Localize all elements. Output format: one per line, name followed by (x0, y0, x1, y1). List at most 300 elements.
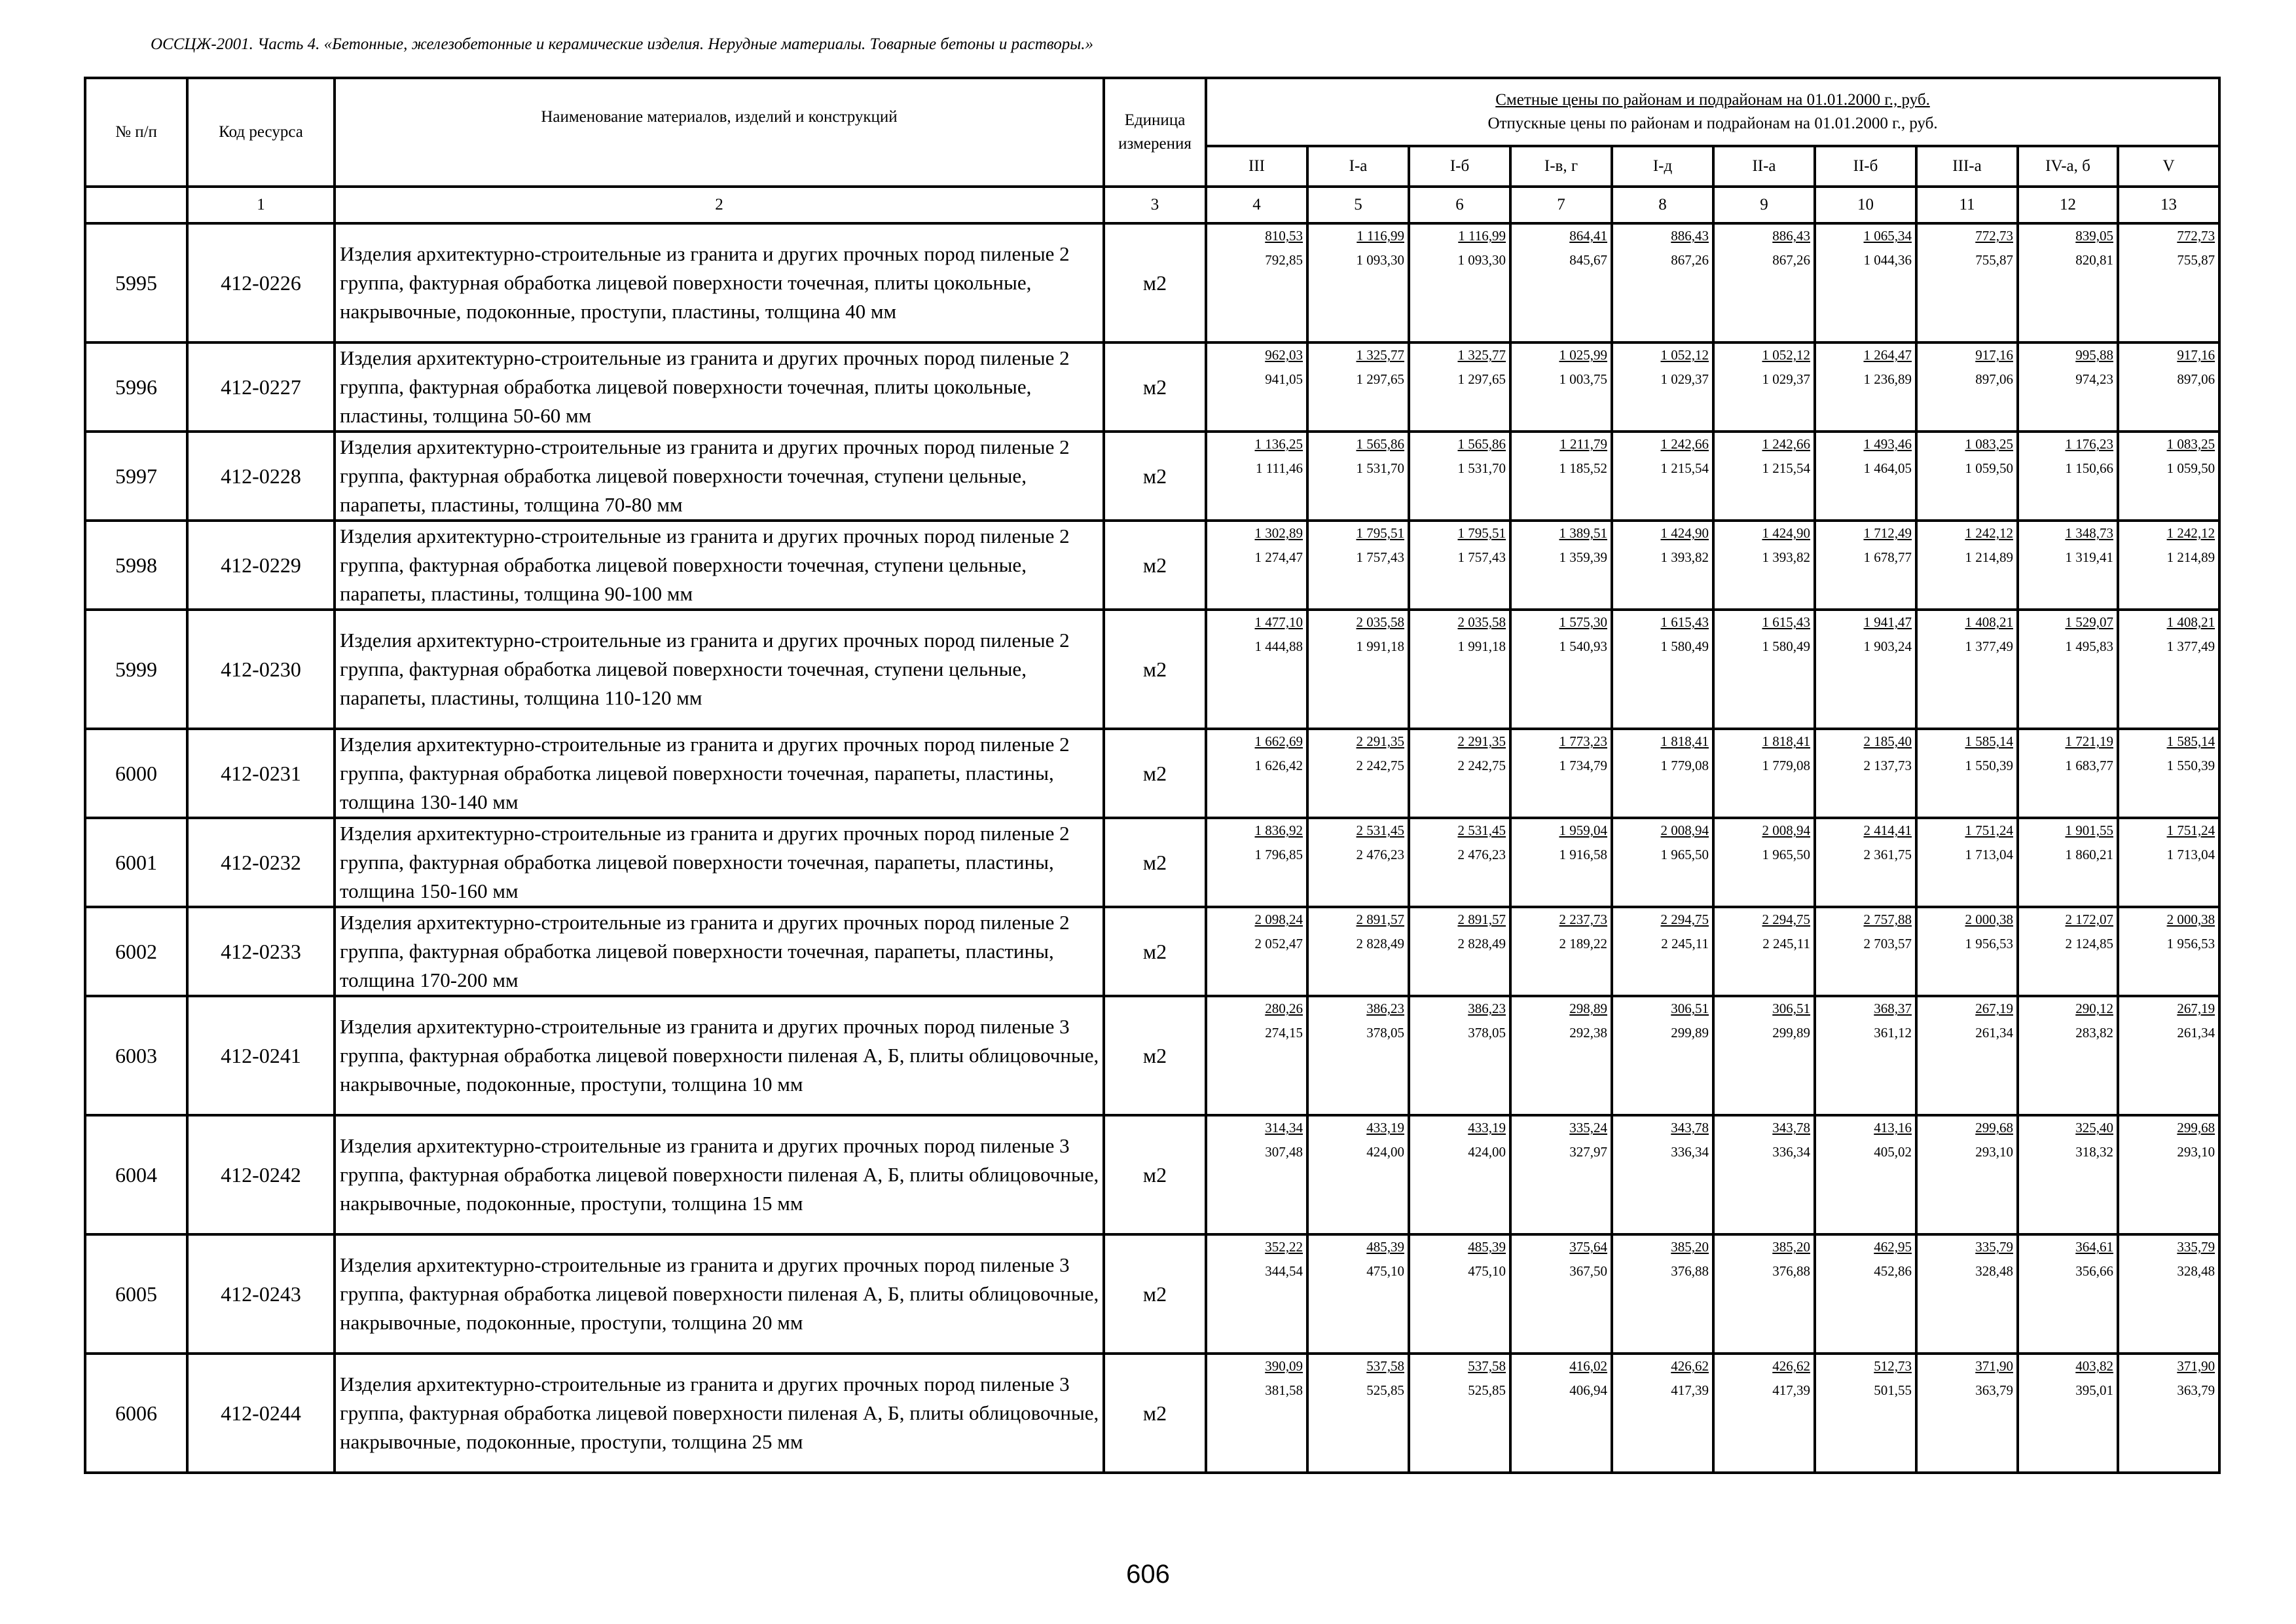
release-price: 1 377,49 (1965, 638, 2013, 654)
material-name: Изделия архитектурно-строительные из гранита и других прочных пород пиленые 3 группа, фактурная обработка лицевой поверхности пиленая А, Б, плиты облицовочные, накрывочные, подоконные, проступи, толщина 15 мм (335, 1115, 1104, 1234)
price-cell (1510, 1115, 1612, 1234)
price-cell (1307, 342, 1409, 432)
estimate-price: 886,43 (1772, 228, 1810, 244)
resource-code: 412-0228 (187, 432, 335, 521)
column-number: 13 (2118, 187, 2219, 223)
estimate-price: 1 408,21 (2166, 614, 2215, 630)
unit-of-measure: м2 (1104, 223, 1206, 342)
price-cell (1409, 1354, 1510, 1473)
estimate-price: 1 901,55 (2065, 822, 2113, 838)
header-region: I-б (1409, 146, 1510, 187)
price-cell (1510, 223, 1612, 342)
release-price: 1 214,89 (2166, 549, 2215, 565)
release-price: 755,87 (1975, 252, 2013, 268)
price-cell (1815, 1354, 1916, 1473)
release-price: 1 779,08 (1762, 758, 1810, 773)
price-cell (2118, 1115, 2219, 1234)
row-number: 5996 (85, 342, 187, 432)
release-price: 1 540,93 (1559, 638, 1607, 654)
price-cell (1409, 432, 1510, 521)
release-price: 897,06 (2177, 371, 2215, 387)
release-price: 1 531,70 (1356, 460, 1404, 476)
release-price: 344,54 (1265, 1263, 1303, 1279)
release-price: 1 185,52 (1559, 460, 1607, 476)
price-cell (1916, 818, 2018, 907)
price-cell (1510, 729, 1612, 818)
row-number: 5997 (85, 432, 187, 521)
price-cell (1713, 342, 1815, 432)
estimate-price: 267,19 (2177, 1001, 2215, 1016)
material-name: Изделия архитектурно-строительные из гранита и других прочных пород пиленые 2 группа, фактурная обработка лицевой поверхности точечная, парапеты, пластины, толщина 130-140 мм (335, 729, 1104, 818)
price-cell (1612, 996, 1713, 1115)
column-number: 6 (1409, 187, 1510, 223)
release-price: 356,66 (2075, 1263, 2113, 1279)
estimate-price: 1 176,23 (2065, 436, 2113, 452)
release-price: 525,85 (1468, 1382, 1506, 1398)
release-price: 1 297,65 (1356, 371, 1404, 387)
price-cell (1206, 1115, 1307, 1234)
release-price: 1 003,75 (1559, 371, 1607, 387)
row-number: 6005 (85, 1234, 187, 1354)
estimate-price: 1 751,24 (2166, 822, 2215, 838)
release-price: 2 361,75 (1863, 847, 1912, 862)
row-number: 6001 (85, 818, 187, 907)
header-name: Наименование материалов, изделий и конструкций (335, 78, 1104, 187)
release-price: 1 215,54 (1762, 460, 1810, 476)
price-cell (1612, 610, 1713, 729)
table-row (85, 610, 2219, 729)
release-price: 2 245,11 (1762, 936, 1810, 951)
price-cell (1713, 1234, 1815, 1354)
column-number: 7 (1510, 187, 1612, 223)
price-cell (1510, 1354, 1612, 1473)
price-cell (1206, 610, 1307, 729)
estimate-price: 772,73 (2177, 228, 2215, 244)
header-region: IV-а, б (2018, 146, 2118, 187)
release-price: 1 683,77 (2065, 758, 2113, 773)
price-cell (1815, 432, 1916, 521)
price-cell (1713, 432, 1815, 521)
release-price: 2 476,23 (1356, 847, 1404, 862)
release-price: 376,88 (1772, 1263, 1810, 1279)
release-price: 1 626,42 (1254, 758, 1303, 773)
price-cell (1510, 907, 1612, 996)
price-cell (1409, 907, 1510, 996)
estimate-price: 1 751,24 (1965, 822, 2013, 838)
row-number: 6002 (85, 907, 187, 996)
estimate-price: 886,43 (1671, 228, 1709, 244)
row-number: 5999 (85, 610, 187, 729)
estimate-price: 512,73 (1874, 1358, 1912, 1374)
estimate-price: 343,78 (1671, 1120, 1709, 1135)
header-region: I-д (1612, 146, 1713, 187)
estimate-price: 1 116,99 (1458, 228, 1506, 244)
price-cell (1612, 907, 1713, 996)
unit-of-measure: м2 (1104, 432, 1206, 521)
estimate-price: 2 035,58 (1356, 614, 1404, 630)
price-cell (2018, 610, 2118, 729)
row-number: 5998 (85, 521, 187, 610)
column-number: 5 (1307, 187, 1409, 223)
table-row (85, 1354, 2219, 1473)
release-price: 328,48 (2177, 1263, 2215, 1279)
price-cell (1409, 610, 1510, 729)
estimate-price: 1 773,23 (1559, 733, 1607, 749)
estimate-price: 1 585,14 (1965, 733, 2013, 749)
price-cell (1409, 223, 1510, 342)
estimate-price: 864,41 (1569, 228, 1607, 244)
estimate-price: 290,12 (2075, 1001, 2113, 1016)
price-cell (2118, 1234, 2219, 1354)
estimate-price: 1 065,34 (1863, 228, 1912, 244)
resource-code: 412-0226 (187, 223, 335, 342)
estimate-price: 917,16 (1975, 347, 2013, 363)
estimate-price: 1 615,43 (1762, 614, 1810, 630)
unit-of-measure: м2 (1104, 610, 1206, 729)
release-price: 363,79 (1975, 1382, 2013, 1398)
row-number: 6003 (85, 996, 187, 1115)
estimate-price: 1 662,69 (1254, 733, 1303, 749)
price-cell (1307, 223, 1409, 342)
release-price: 1 044,36 (1863, 252, 1912, 268)
resource-code: 412-0243 (187, 1234, 335, 1354)
price-cell (1409, 521, 1510, 610)
estimate-price: 1 959,04 (1559, 822, 1607, 838)
release-price: 1 464,05 (1863, 460, 1912, 476)
estimate-price: 2 008,94 (1762, 822, 1810, 838)
release-price: 1 236,89 (1863, 371, 1912, 387)
column-number: 4 (1206, 187, 1307, 223)
release-price: 1 093,30 (1457, 252, 1506, 268)
estimate-price: 1 721,19 (2065, 733, 2113, 749)
price-cell (1206, 521, 1307, 610)
estimate-price: 335,79 (1975, 1239, 2013, 1255)
price-cell (1815, 521, 1916, 610)
price-cell (1612, 1234, 1713, 1354)
estimate-price: 810,53 (1265, 228, 1303, 244)
release-price: 755,87 (2177, 252, 2215, 268)
release-price: 1 965,50 (1762, 847, 1810, 862)
price-cell (1815, 342, 1916, 432)
release-price: 406,94 (1569, 1382, 1607, 1398)
unit-of-measure: м2 (1104, 996, 1206, 1115)
estimate-price: 299,68 (1975, 1120, 2013, 1135)
release-price: 292,38 (1569, 1025, 1607, 1041)
price-cell (1409, 729, 1510, 818)
estimate-price: 1 052,12 (1762, 347, 1810, 363)
price-cell (1510, 1234, 1612, 1354)
release-price: 417,39 (1772, 1382, 1810, 1398)
estimate-price: 1 795,51 (1356, 525, 1404, 541)
price-cell (1916, 432, 2018, 521)
estimate-price: 426,62 (1671, 1358, 1709, 1374)
price-cell (2118, 610, 2219, 729)
price-cell (1307, 610, 1409, 729)
header-region: II-а (1713, 146, 1815, 187)
header-region: V (2118, 146, 2219, 187)
column-number: 11 (1916, 187, 2018, 223)
estimate-price: 433,19 (1468, 1120, 1506, 1135)
estimate-price: 2 035,58 (1457, 614, 1506, 630)
release-price: 1 550,39 (2166, 758, 2215, 773)
release-price: 1 916,58 (1559, 847, 1607, 862)
estimate-price: 1 242,66 (1660, 436, 1709, 452)
estimate-price: 1 389,51 (1559, 525, 1607, 541)
price-cell (2118, 996, 2219, 1115)
estimate-price: 1 585,14 (2166, 733, 2215, 749)
release-price: 2 052,47 (1254, 936, 1303, 951)
release-price: 274,15 (1265, 1025, 1303, 1041)
header-unit: Единица измерения (1104, 78, 1206, 187)
estimate-price: 1 565,86 (1356, 436, 1404, 452)
estimate-price: 426,62 (1772, 1358, 1810, 1374)
estimate-price: 1 083,25 (2166, 436, 2215, 452)
price-cell (1307, 996, 1409, 1115)
price-cell (1815, 907, 1916, 996)
price-cell (1713, 907, 1815, 996)
release-price: 424,00 (1468, 1144, 1506, 1160)
estimate-price: 2 414,41 (1863, 822, 1912, 838)
estimate-price: 1 325,77 (1457, 347, 1506, 363)
estimate-price: 1 242,12 (2166, 525, 2215, 541)
release-price: 2 124,85 (2065, 936, 2113, 951)
price-cell (1206, 1354, 1307, 1473)
release-price: 1 377,49 (2166, 638, 2215, 654)
estimate-price: 2 531,45 (1356, 822, 1404, 838)
release-price: 336,34 (1671, 1144, 1709, 1160)
estimate-price: 1 116,99 (1357, 228, 1404, 244)
estimate-price: 2 185,40 (1863, 733, 1912, 749)
price-cell (1916, 610, 2018, 729)
release-price: 378,05 (1468, 1025, 1506, 1041)
estimate-price: 1 424,90 (1660, 525, 1709, 541)
release-price: 845,67 (1569, 252, 1607, 268)
release-price: 1 059,50 (2166, 460, 2215, 476)
header-code: Код ресурса (187, 78, 335, 187)
resource-code: 412-0244 (187, 1354, 335, 1473)
price-cell (2118, 1354, 2219, 1473)
price-cell (1815, 818, 1916, 907)
release-price: 974,23 (2075, 371, 2113, 387)
price-cell (1206, 818, 1307, 907)
estimate-price: 385,20 (1671, 1239, 1709, 1255)
table-row (85, 907, 2219, 996)
price-cell (1307, 907, 1409, 996)
price-cell (1206, 432, 1307, 521)
column-number: 2 (335, 187, 1104, 223)
estimate-price: 2 008,94 (1660, 822, 1709, 838)
price-cell (1612, 223, 1713, 342)
estimate-price: 325,40 (2075, 1120, 2113, 1135)
release-price: 1 550,39 (1965, 758, 2013, 773)
header-prices (1206, 78, 2219, 146)
release-price: 299,89 (1671, 1025, 1709, 1041)
estimate-price: 416,02 (1569, 1358, 1607, 1374)
price-cell (1815, 729, 1916, 818)
release-price: 1 903,24 (1863, 638, 1912, 654)
price-cell (2018, 729, 2118, 818)
release-price: 1 319,41 (2065, 549, 2113, 565)
release-price: 475,10 (1366, 1263, 1404, 1279)
material-name: Изделия архитектурно-строительные из гранита и других прочных пород пиленые 3 группа, фактурная обработка лицевой поверхности пиленая А, Б, плиты облицовочные, накрывочные, подоконные, проступи, толщина 10 мм (335, 996, 1104, 1115)
release-price: 1 393,82 (1660, 549, 1709, 565)
material-name: Изделия архитектурно-строительные из гранита и других прочных пород пиленые 3 группа, фактурная обработка лицевой поверхности пиленая А, Б, плиты облицовочные, накрывочные, подоконные, проступи, толщина 20 мм (335, 1234, 1104, 1354)
price-cell (1713, 818, 1815, 907)
estimate-price: 1 615,43 (1660, 614, 1709, 630)
estimate-price: 298,89 (1569, 1001, 1607, 1016)
header-no: № п/п (85, 78, 187, 187)
price-cell (1815, 610, 1916, 729)
price-cell (2018, 1354, 2118, 1473)
price-table (84, 77, 2221, 1474)
price-cell (1713, 521, 1815, 610)
release-price: 2 242,75 (1457, 758, 1506, 773)
price-cell (1409, 1234, 1510, 1354)
price-cell (1409, 1115, 1510, 1234)
unit-of-measure: м2 (1104, 1115, 1206, 1234)
price-cell (1307, 432, 1409, 521)
release-price: 1 215,54 (1660, 460, 1709, 476)
price-cell (1307, 729, 1409, 818)
price-cell (1612, 342, 1713, 432)
estimate-price: 335,79 (2177, 1239, 2215, 1255)
price-cell (1409, 818, 1510, 907)
release-price: 1 444,88 (1254, 638, 1303, 654)
material-name: Изделия архитектурно-строительные из гранита и других прочных пород пиленые 2 группа, фактурная обработка лицевой поверхности точечная, ступени цельные, парапеты, пластины, толщина 70-80 мм (335, 432, 1104, 521)
estimate-price: 306,51 (1671, 1001, 1709, 1016)
release-price: 897,06 (1975, 371, 2013, 387)
price-cell (2118, 907, 2219, 996)
estimate-price: 386,23 (1468, 1001, 1506, 1016)
estimate-price: 2 891,57 (1356, 912, 1404, 927)
estimate-price: 1 795,51 (1457, 525, 1506, 541)
resource-code: 412-0231 (187, 729, 335, 818)
column-number: 12 (2018, 187, 2118, 223)
release-price: 1 093,30 (1356, 252, 1404, 268)
price-cell (1206, 342, 1307, 432)
estimate-price: 1 242,12 (1965, 525, 2013, 541)
estimate-price: 1 818,41 (1660, 733, 1709, 749)
header-prices-release: Отпускные цены по районам и подрайонам на 01.01.2000 г., руб. (1487, 115, 1938, 132)
unit-of-measure: м2 (1104, 818, 1206, 907)
price-cell (2118, 432, 2219, 521)
estimate-price: 1 052,12 (1660, 347, 1709, 363)
release-price: 1 713,04 (2166, 847, 2215, 862)
estimate-price: 403,82 (2075, 1358, 2113, 1374)
row-number: 6000 (85, 729, 187, 818)
release-price: 293,10 (2177, 1144, 2215, 1160)
release-price: 1 757,43 (1457, 549, 1506, 565)
material-name: Изделия архитектурно-строительные из гранита и других прочных пород пиленые 2 группа, фактурная обработка лицевой поверхности точечная, парапеты, пластины, толщина 150-160 мм (335, 818, 1104, 907)
price-cell (1510, 342, 1612, 432)
release-price: 2 245,11 (1661, 936, 1709, 951)
estimate-price: 2 294,75 (1762, 912, 1810, 927)
running-head: ОССЦЖ-2001. Часть 4. «Бетонные, железобетонные и керамические изделия. Нерудные материалы. Товарные бетоны и растворы.» (151, 35, 1093, 53)
estimate-price: 2 757,88 (1863, 912, 1912, 927)
estimate-price: 2 000,38 (1965, 912, 2013, 927)
release-price: 405,02 (1874, 1144, 1912, 1160)
release-price: 1 991,18 (1457, 638, 1506, 654)
release-price: 299,89 (1772, 1025, 1810, 1041)
price-cell (1815, 996, 1916, 1115)
price-cell (2018, 223, 2118, 342)
resource-code: 412-0232 (187, 818, 335, 907)
estimate-price: 2 291,35 (1457, 733, 1506, 749)
release-price: 395,01 (2075, 1382, 2113, 1398)
estimate-price: 1 325,77 (1356, 347, 1404, 363)
material-name: Изделия архитектурно-строительные из гранита и других прочных пород пиленые 2 группа, фактурная обработка лицевой поверхности точечная, ступени цельные, парапеты, пластины, толщина 110-120 мм (335, 610, 1104, 729)
estimate-price: 1 941,47 (1863, 614, 1912, 630)
estimate-price: 1 575,30 (1559, 614, 1607, 630)
release-price: 261,34 (1975, 1025, 2013, 1041)
price-cell (1612, 521, 1713, 610)
release-price: 1 580,49 (1660, 638, 1709, 654)
unit-of-measure: м2 (1104, 521, 1206, 610)
estimate-price: 1 025,99 (1559, 347, 1607, 363)
material-name: Изделия архитектурно-строительные из гранита и других прочных пород пиленые 2 группа, фактурная обработка лицевой поверхности точечная, плиты цокольные, накрывочные, подоконные, проступи, пластины, толщина 40 мм (335, 223, 1104, 342)
price-cell (1612, 729, 1713, 818)
release-price: 1 029,37 (1660, 371, 1709, 387)
release-price: 318,32 (2075, 1144, 2113, 1160)
release-price: 417,39 (1671, 1382, 1709, 1398)
column-number-row (85, 187, 2219, 223)
release-price: 2 828,49 (1457, 936, 1506, 951)
estimate-price: 772,73 (1975, 228, 2013, 244)
release-price: 293,10 (1975, 1144, 2013, 1160)
column-number (85, 187, 187, 223)
release-price: 1 956,53 (2166, 936, 2215, 951)
release-price: 327,97 (1569, 1144, 1607, 1160)
table-row (85, 1234, 2219, 1354)
resource-code: 412-0241 (187, 996, 335, 1115)
release-price: 2 476,23 (1457, 847, 1506, 862)
price-cell (1409, 996, 1510, 1115)
release-price: 1 713,04 (1965, 847, 2013, 862)
price-cell (2018, 342, 2118, 432)
estimate-price: 1 836,92 (1254, 822, 1303, 838)
release-price: 328,48 (1975, 1263, 2013, 1279)
table-row (85, 223, 2219, 342)
estimate-price: 371,90 (2177, 1358, 2215, 1374)
price-cell (2018, 818, 2118, 907)
estimate-price: 352,22 (1265, 1239, 1303, 1255)
estimate-price: 2 291,35 (1356, 733, 1404, 749)
price-cell (1916, 907, 2018, 996)
price-cell (2018, 521, 2118, 610)
estimate-price: 2 172,07 (2065, 912, 2113, 927)
table-row (85, 1115, 2219, 1234)
column-number: 1 (187, 187, 335, 223)
price-cell (1916, 1354, 2018, 1473)
release-price: 501,55 (1874, 1382, 1912, 1398)
price-cell (1713, 1115, 1815, 1234)
release-price: 1 297,65 (1457, 371, 1506, 387)
price-cell (1916, 729, 2018, 818)
estimate-price: 1 493,46 (1863, 436, 1912, 452)
release-price: 1 965,50 (1660, 847, 1709, 862)
price-cell (2118, 342, 2219, 432)
price-cell (1307, 818, 1409, 907)
unit-of-measure: м2 (1104, 342, 1206, 432)
release-price: 1 796,85 (1254, 847, 1303, 862)
estimate-price: 917,16 (2177, 347, 2215, 363)
release-price: 2 242,75 (1356, 758, 1404, 773)
estimate-price: 1 408,21 (1965, 614, 2013, 630)
release-price: 2 137,73 (1863, 758, 1912, 773)
material-name: Изделия архитектурно-строительные из гранита и других прочных пород пиленые 2 группа, фактурная обработка лицевой поверхности точечная, плиты цокольные, пластины, толщина 50-60 мм (335, 342, 1104, 432)
release-price: 867,26 (1772, 252, 1810, 268)
price-cell (1206, 996, 1307, 1115)
